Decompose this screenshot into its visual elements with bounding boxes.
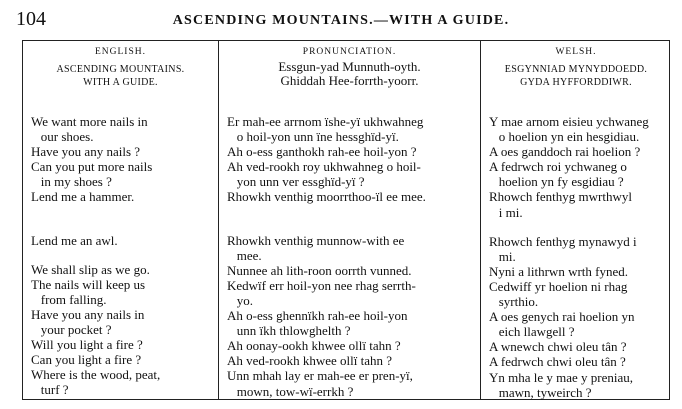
pronunciation-lines [227, 114, 474, 399]
pronunciation-line: Rhowkh venthig moorrthoo-ïl ee mee. [227, 189, 426, 205]
page-header [8, 6, 674, 34]
pronunciation-heading: PRONUNCIATION. [302, 47, 397, 57]
english-line: your pocket ? [31, 322, 112, 338]
english-subheading [23, 63, 218, 89]
english-line: Lend me an awl. [31, 232, 118, 248]
pronunciation-line: Nunnee ah lith-roon oorrth vunned. [227, 262, 412, 278]
pronunciation-line: yon unn ver essghïd-yï ? [227, 174, 365, 190]
welsh-line: A oes ganddoch rai hoelion ? [489, 144, 641, 160]
welsh-line: Cedwiff yr hoelion ni rhag [489, 278, 628, 294]
welsh-subheading-line-1: ESGYNNIAD MYNYDDOEDD. [504, 64, 648, 75]
welsh-line [489, 220, 665, 234]
welsh-line: hoelion yn fy esgidiau ? [489, 174, 624, 190]
english-line: We shall slip as we go. [31, 261, 150, 277]
welsh-line: Y mae arnom eisieu ychwaneg [489, 114, 649, 129]
english-column [23, 41, 219, 399]
english-subheading-line-1: ASCENDING MOUNTAINS. [56, 64, 185, 75]
english-line [31, 205, 212, 219]
pronunciation-line: unn ïkh thlowghelth ? [227, 323, 351, 339]
pronunciation-line: Rhowkh venthig munnow-with ee [227, 232, 405, 248]
welsh-lines [489, 114, 665, 400]
welsh-line: A oes genych rai hoelion yn [489, 309, 635, 325]
english-line: Can you light a fire ? [31, 352, 142, 368]
pronunciation-line: Ah ved-rookh roy ukhwahneg o hoil- [227, 159, 421, 175]
welsh-line: A fedrwch roi ychwaneg o [489, 159, 627, 175]
english-heading: ENGLISH. [94, 47, 146, 57]
pronunciation-line: Ah ved-rookh khwee ollï tahn ? [227, 353, 392, 369]
welsh-line: o hoelion yn ein hesgidiau. [489, 129, 640, 145]
pronunciation-line: Ah o-ess ganthokh rah-ee hoil-yon ? [227, 144, 417, 160]
english-line: turf ? [31, 382, 69, 398]
english-line: Can you put more nails [31, 159, 153, 175]
pronunciation-line: Unn mhah lay er mah-ee er pren-yï, [227, 368, 413, 384]
welsh-subheading [481, 63, 671, 89]
pronunciation-line: mown, tow-wï-errkh ? [227, 383, 354, 399]
english-line: Will you light a fire ? [31, 337, 143, 353]
pronunciation-line [227, 205, 474, 219]
welsh-line: Nyni a lithrwn wrth fyned. [489, 263, 629, 279]
pronunciation-subheading-line-1: Essgun-yad Munnuth-oyth. [278, 59, 421, 74]
english-line: Lend me a hammer. [31, 189, 135, 205]
welsh-line: mi. [489, 248, 516, 264]
english-line [31, 248, 212, 262]
welsh-line: Rhowch fenthyg mwrthwyl [489, 189, 632, 205]
pronunciation-column [219, 41, 481, 399]
english-line: Have you any nails in [31, 306, 145, 322]
english-line [31, 219, 212, 233]
english-line: Where is the wood, peat, [31, 367, 161, 383]
running-title: ASCENDING MOUNTAINS.—WITH A GUIDE. [172, 13, 510, 28]
phrase-table [22, 40, 670, 400]
english-line: our shoes. [31, 129, 94, 145]
pronunciation-subheading-line-2: Ghiddah Hee-forrth-yoorr. [280, 73, 419, 88]
english-line: The nails will keep us [31, 276, 146, 292]
english-line: from falling. [31, 291, 107, 307]
english-lines [31, 114, 212, 398]
pronunciation-line: o hoil-yon unn ïne hessghïd-yï. [227, 129, 399, 145]
pronunciation-line: Ah oonay-ookh khwee ollï tahn ? [227, 338, 401, 354]
welsh-column [481, 41, 671, 399]
welsh-line: A fedrwch chwi oleu tân ? [489, 354, 626, 370]
welsh-line: A wnewch chwi oleu tân ? [489, 339, 627, 355]
pronunciation-line: Er mah-ee arrnom ïshe-yï ukhwahneg [227, 114, 424, 129]
pronunciation-line: mee. [227, 247, 262, 263]
welsh-line: mawn, tyweirch ? [489, 384, 592, 400]
welsh-subheading-line-2: GYDA HYFFORDDIWR. [520, 77, 632, 88]
pronunciation-subheading [219, 60, 480, 88]
pronunciation-line: Kedwïf err hoil-yon nee rhag serrth- [227, 277, 416, 293]
english-line: Have you any nails ? [31, 144, 141, 160]
pronunciation-line: Ah o-ess ghennïkh rah-ee hoil-yon [227, 308, 408, 324]
welsh-line: i mi. [489, 204, 523, 220]
english-line: We want more nails in [31, 114, 148, 129]
english-line: in my shoes ? [31, 174, 112, 190]
welsh-line: Rhowch fenthyg mynawyd i [489, 233, 637, 249]
welsh-heading: WELSH. [555, 47, 597, 57]
page-number: 104 [16, 8, 46, 30]
welsh-line: eich llawgell ? [489, 324, 575, 340]
pronunciation-line [227, 219, 474, 233]
welsh-line: Yn mha le y mae y preniau, [489, 369, 634, 385]
english-subheading-line-2: WITH A GUIDE. [83, 77, 158, 88]
pronunciation-line: yo. [227, 292, 253, 308]
welsh-line: syrthio. [489, 294, 539, 310]
